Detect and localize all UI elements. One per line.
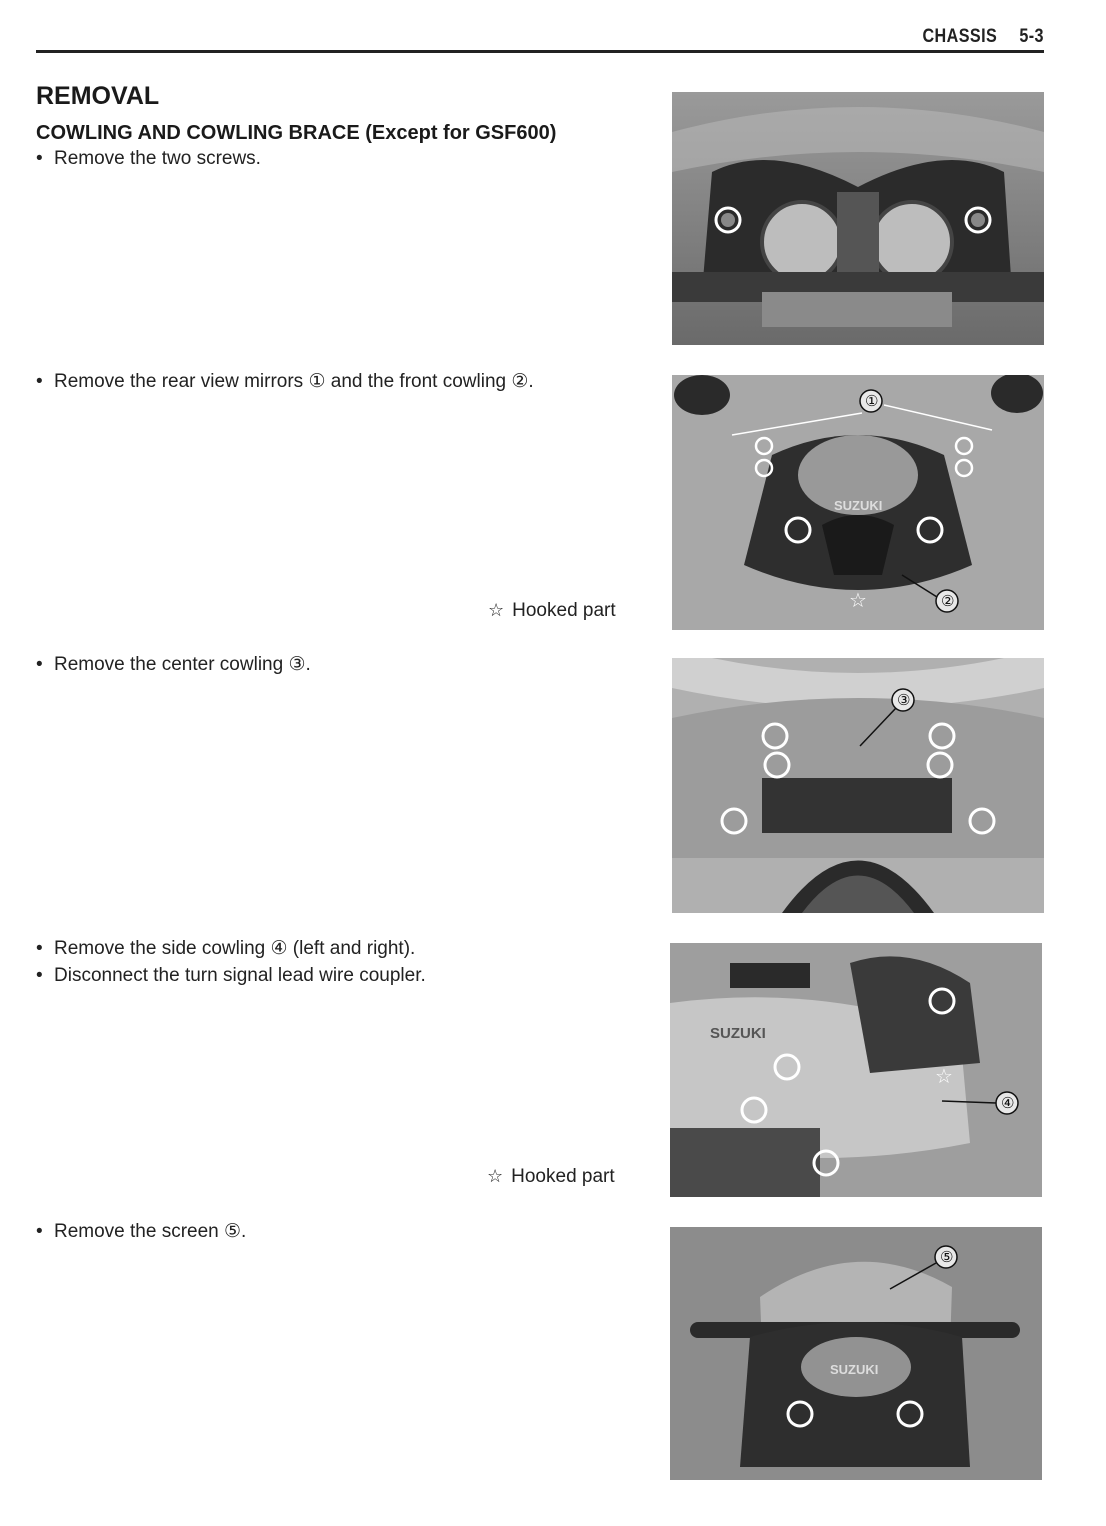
page-number: 5-3 xyxy=(1019,26,1044,47)
page-header xyxy=(923,26,1044,48)
star-icon: ☆ xyxy=(487,1166,504,1186)
photo-screen xyxy=(670,1227,1042,1480)
bullet: • xyxy=(36,654,43,675)
callout-2: ② xyxy=(941,592,955,610)
step-text: Remove the side cowling ④ (left and right). xyxy=(54,938,416,959)
step-remove-screen xyxy=(36,1220,246,1243)
photo-front-cowling xyxy=(672,375,1044,630)
photo-instrument-screws xyxy=(672,92,1044,345)
note-text: Hooked part xyxy=(512,600,616,621)
step-remove-center-cowling xyxy=(36,653,311,676)
section-subtitle: COWLING AND COWLING BRACE (Except for GSF600) xyxy=(36,122,557,144)
photo-illustration xyxy=(672,375,1044,630)
callout-5: ⑤ xyxy=(940,1248,954,1266)
brand-label: SUZUKI xyxy=(830,1362,879,1377)
step-text: Remove the screen ⑤. xyxy=(54,1221,247,1242)
brand-label: SUZUKI xyxy=(834,498,883,513)
callout-3: ③ xyxy=(897,691,911,709)
photo-illustration xyxy=(672,658,1044,913)
hooked-part-note-1 xyxy=(488,600,616,622)
header-rule xyxy=(36,50,1044,53)
bullet: • xyxy=(36,1221,43,1242)
brand-label: SUZUKI xyxy=(710,1025,766,1042)
step-remove-mirrors xyxy=(36,370,534,393)
photo-center-cowling xyxy=(672,658,1044,913)
step-remove-screws xyxy=(36,148,261,170)
step-text: Remove the center cowling ③. xyxy=(54,654,311,675)
bullet: • xyxy=(36,371,43,392)
hooked-star-icon: ☆ xyxy=(849,590,867,612)
hooked-star-icon: ☆ xyxy=(935,1066,953,1088)
photo-illustration xyxy=(670,943,1042,1197)
callout-1: ① xyxy=(865,392,879,410)
bullet: • xyxy=(36,938,43,959)
page-title: REMOVAL xyxy=(36,82,160,110)
section-name: CHASSIS xyxy=(922,26,998,47)
step-text: Remove the two screws. xyxy=(54,148,261,169)
callout-4: ④ xyxy=(1001,1094,1015,1112)
hooked-part-note-2 xyxy=(487,1166,615,1188)
star-icon: ☆ xyxy=(488,600,505,620)
bullet: • xyxy=(36,148,43,169)
step-disconnect-coupler xyxy=(36,965,426,987)
note-text: Hooked part xyxy=(511,1166,615,1187)
photo-illustration xyxy=(670,1227,1042,1480)
bullet: • xyxy=(36,965,43,986)
step-text: Disconnect the turn signal lead wire coupler. xyxy=(54,965,426,986)
step-text: Remove the rear view mirrors ① and the front cowling ②. xyxy=(54,371,534,392)
step-remove-side-cowling xyxy=(36,937,415,960)
photo-side-cowling xyxy=(670,943,1042,1197)
photo-illustration xyxy=(672,92,1044,345)
